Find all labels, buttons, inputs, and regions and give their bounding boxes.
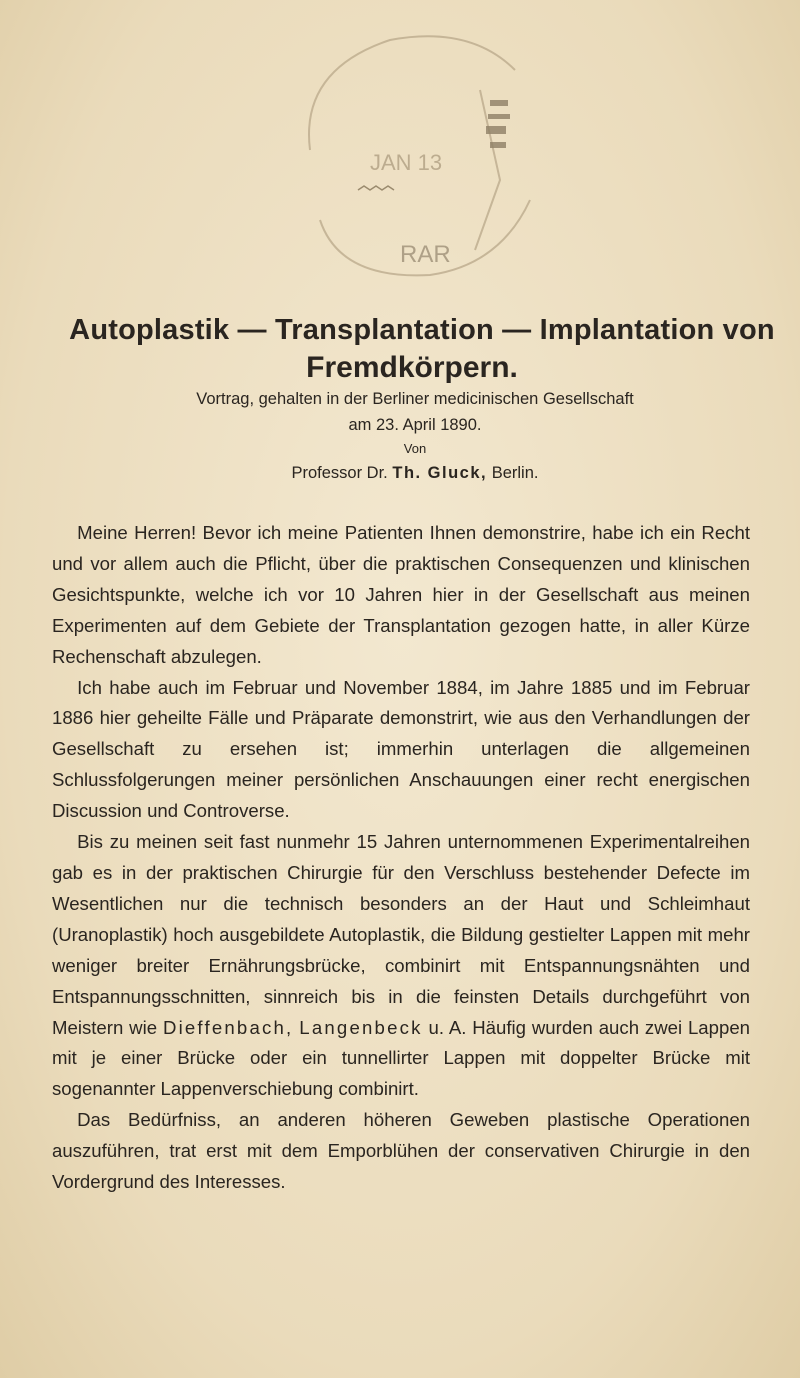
surgeon-name-2: Langenbeck bbox=[299, 1016, 423, 1038]
surgeon-name-1: Dieffenbach, bbox=[162, 1016, 294, 1038]
author-prefix: Professor Dr. bbox=[291, 464, 388, 482]
author-city: Berlin. bbox=[491, 464, 539, 482]
paragraph-4: Das Bedürfniss, an anderen höheren Geweben plastische Operationen auszuführen, trat erst mit dem Emporblühen der conservativen Chirurgie in den Vordergrund des Interesses. bbox=[52, 1109, 750, 1193]
stamp-seal-icon bbox=[300, 30, 540, 280]
paragraph-3 bbox=[52, 827, 750, 1105]
paragraph-1: Meine Herren! Bevor ich meine Patienten Ihnen demonstrire, habe ich ein Recht und vor allem auch die Pflicht, über die praktischen Consequenzen und klinischen Gesichtspunkte, welche ich vor 10 Jahren hier in der Gesellschaft aus meinen Experimenten auf dem Gebiete der Transplantation gezogen hatte, in aller Kürze Rechenschaft abzulegen. bbox=[52, 522, 750, 667]
stamp-text-top: JAN 13 bbox=[370, 150, 443, 175]
article-header bbox=[0, 312, 800, 486]
paragraph-3-part-a: Bis zu meinen seit fast nunmehr 15 Jahren unternommenen Experimentalreihen gab es in der praktischen Chirurgie für den Verschluss bestehender Defecte im Wesentlichen nur die technisch besonders an der Haut und Schleimhaut (Uranoplastik) hoch ausgebildete Autoplastik, die Bildung gestielter Lappen mit mehr weniger breiter Ernährungsbrücke, combinirt mit Entspannungsnähten und Entspannungsschnitten, sinnreich bis in die feinsten Details durchgeführt von Meistern wie bbox=[52, 831, 750, 1038]
paragraph-2: Ich habe auch im Februar und November 1884, im Jahre 1885 und im Februar 1886 hier geheilte Fälle und Präparate demonstrirt, wie aus den Verhandlungen der Gesellschaft zu ersehen ist; immerhin unterlagen die allgemeinen Schlussfolgerungen meiner persönlichen Anschauungen einer recht energischen Discussion und Controverse. bbox=[52, 676, 750, 822]
von-line: Von bbox=[403, 441, 427, 456]
library-stamp bbox=[300, 30, 540, 280]
article-title: Autoplastik — Transplantation — Implantation von bbox=[69, 314, 775, 346]
lecture-line-2: am 23. April 1890. bbox=[348, 416, 482, 434]
stamp-text-bottom: RAR bbox=[400, 241, 451, 268]
author-name: Th. Gluck, bbox=[392, 464, 488, 482]
lecture-line-1: Vortrag, gehalten in der Berliner medicinischen Gesellschaft bbox=[196, 390, 634, 408]
article-body bbox=[52, 518, 750, 1198]
article-subtitle: Fremdkörpern. bbox=[306, 351, 518, 384]
author-line bbox=[30, 460, 800, 486]
paragraph-3-part-b: u. A. Häufig wurden auch zwei Lappen mit je einer Brücke oder ein tunnellirter Lappen mit doppelter Brücke mit sogenannter Lappenverschiebung combinirt. bbox=[52, 1016, 751, 1100]
